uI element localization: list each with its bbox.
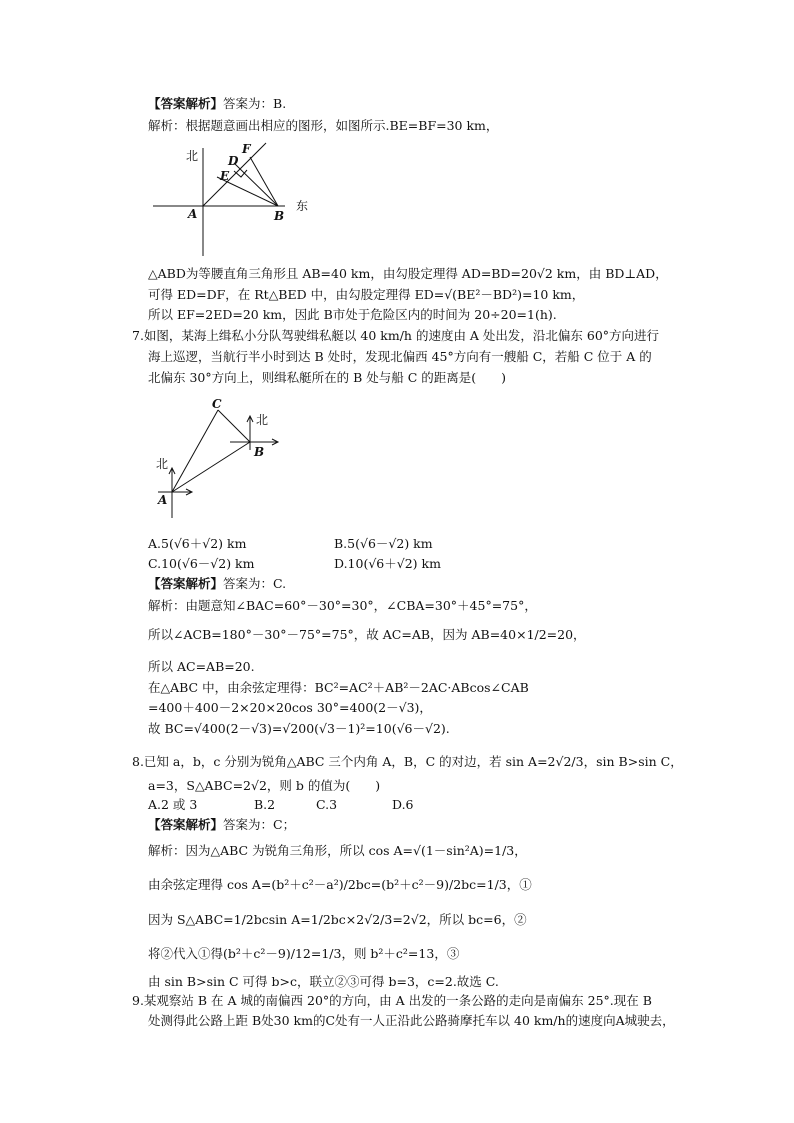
label-point-c: C xyxy=(212,398,222,411)
answer-line xyxy=(148,576,286,592)
answer-line xyxy=(148,817,295,833)
label-north: 北 xyxy=(186,149,199,163)
option-c: C.3 xyxy=(316,797,338,812)
solution-line: 所以 AC=AB=20. xyxy=(148,659,255,674)
label-point-b: B xyxy=(274,209,285,223)
solution-line: 因为 S△ABC=1/2bcsin A=1/2bc×2√2/3=2√2，所以 bc=6，② xyxy=(148,912,527,927)
solution-line: =400＋400－2×20×20cos 30°=400(2－√3)， xyxy=(148,700,432,715)
option-d: D.10(√6＋√2) km xyxy=(334,556,441,571)
option-a: A.2 或 3 xyxy=(148,797,198,812)
label-point-a: A xyxy=(158,493,168,507)
solution-line: 所以∠ACB=180°－30°－75°=75°，故 AC=AB，因为 AB=40×1/2=20， xyxy=(148,627,586,642)
solution-line: 解析：因为△ABC 为锐角三角形，所以 cos A=√(1－sin²A)=1/3， xyxy=(148,843,527,858)
answer-text: 答案为：C； xyxy=(223,817,296,832)
figure-q7-navigation-diagram xyxy=(148,398,288,523)
label-point-f: F xyxy=(242,142,251,156)
answer-text: 答案为：B. xyxy=(223,96,287,111)
question-stem: 北偏东 30°方向上，则缉私艇所在的 B 处与船 C 的距离是( ) xyxy=(148,370,507,385)
solution-line: 解析：根据题意画出相应的图形，如图所示.BE=BF=30 km， xyxy=(148,118,499,133)
label-north-b: 北 xyxy=(256,413,269,427)
solution-line: 故 BC=√400(2－√3)=√200(√3－1)²=10(√6－√2). xyxy=(148,721,450,736)
question-stem: 9.某观察站 B 在 A 城的南偏西 20°的方向，由 A 出发的一条公路的走向是南偏东 25°.现在 B xyxy=(132,993,652,1008)
question-stem: 7.如图，某海上缉私小分队驾驶缉私艇以 40 km/h 的速度由 A 处出发，沿北偏东 60°方向进行 xyxy=(132,328,660,343)
option-c: C.10(√6－√2) km xyxy=(148,556,255,571)
option-a: A.5(√6＋√2) km xyxy=(148,536,247,551)
solution-line: 由余弦定理得 cos A=(b²＋c²－a²)/2bc=(b²＋c²－9)/2bc=1/3，① xyxy=(148,877,532,892)
label-east: 东 xyxy=(296,199,309,213)
solution-line: 由 sin B>sin C 可得 b>c，联立②③可得 b=3，c=2.故选 C. xyxy=(148,974,499,989)
question-stem: 处测得此公路上距 B处30 km的C处有一人正沿此公路骑摩托车以 40 km/h的速度向A城驶去， xyxy=(148,1013,675,1028)
solution-line: 可得 ED=DF，在 Rt△BED 中，由勾股定理得 ED=√(BE²－BD²)=10 km， xyxy=(148,287,585,302)
option-d: D.6 xyxy=(392,797,414,812)
question-stem: 8.已知 a，b，c 分别为锐角△ABC 三个内角 A，B，C 的对边，若 sin A=2√2/3，sin B>sin C， xyxy=(132,754,683,769)
label-north-a: 北 xyxy=(156,457,169,471)
option-b: B.5(√6－√2) km xyxy=(334,536,433,551)
answer-line xyxy=(148,96,286,112)
solution-line: 所以 EF=2ED=20 km，因此 B市处于危险区内的时间为 20÷20=1(h). xyxy=(148,307,557,322)
option-b: B.2 xyxy=(254,797,276,812)
question-stem: a=3，S△ABC=2√2，则 b 的值为( ) xyxy=(148,778,381,793)
answer-text: 答案为：C. xyxy=(223,576,287,591)
solution-line: 解析：由题意知∠BAC=60°－30°=30°，∠CBA=30°＋45°=75°， xyxy=(148,598,537,613)
question-stem: 海上巡逻，当航行半小时到达 B 处时，发现北偏西 45°方向有一艘船 C，若船 C 位于 A 的 xyxy=(148,349,652,364)
label-point-b: B xyxy=(254,445,265,459)
solution-line: △ABD为等腰直角三角形且 AB=40 km，由勾股定理得 AD=BD=20√2 km，由 BD⊥AD， xyxy=(148,266,668,281)
label-point-e: E xyxy=(220,169,230,183)
label-point-a: A xyxy=(188,207,198,221)
label-point-d: D xyxy=(228,154,239,168)
answer-tag: 【答案解析】 xyxy=(148,576,224,591)
answer-tag: 【答案解析】 xyxy=(148,96,224,111)
answer-tag: 【答案解析】 xyxy=(148,817,224,832)
figure-q6-compass-diagram xyxy=(150,140,320,260)
solution-line: 在△ABC 中，由余弦定理得：BC²=AC²＋AB²－2AC·ABcos∠CAB xyxy=(148,680,529,695)
solution-line: 将②代入①得(b²＋c²－9)/12=1/3，则 b²＋c²=13，③ xyxy=(148,946,460,961)
